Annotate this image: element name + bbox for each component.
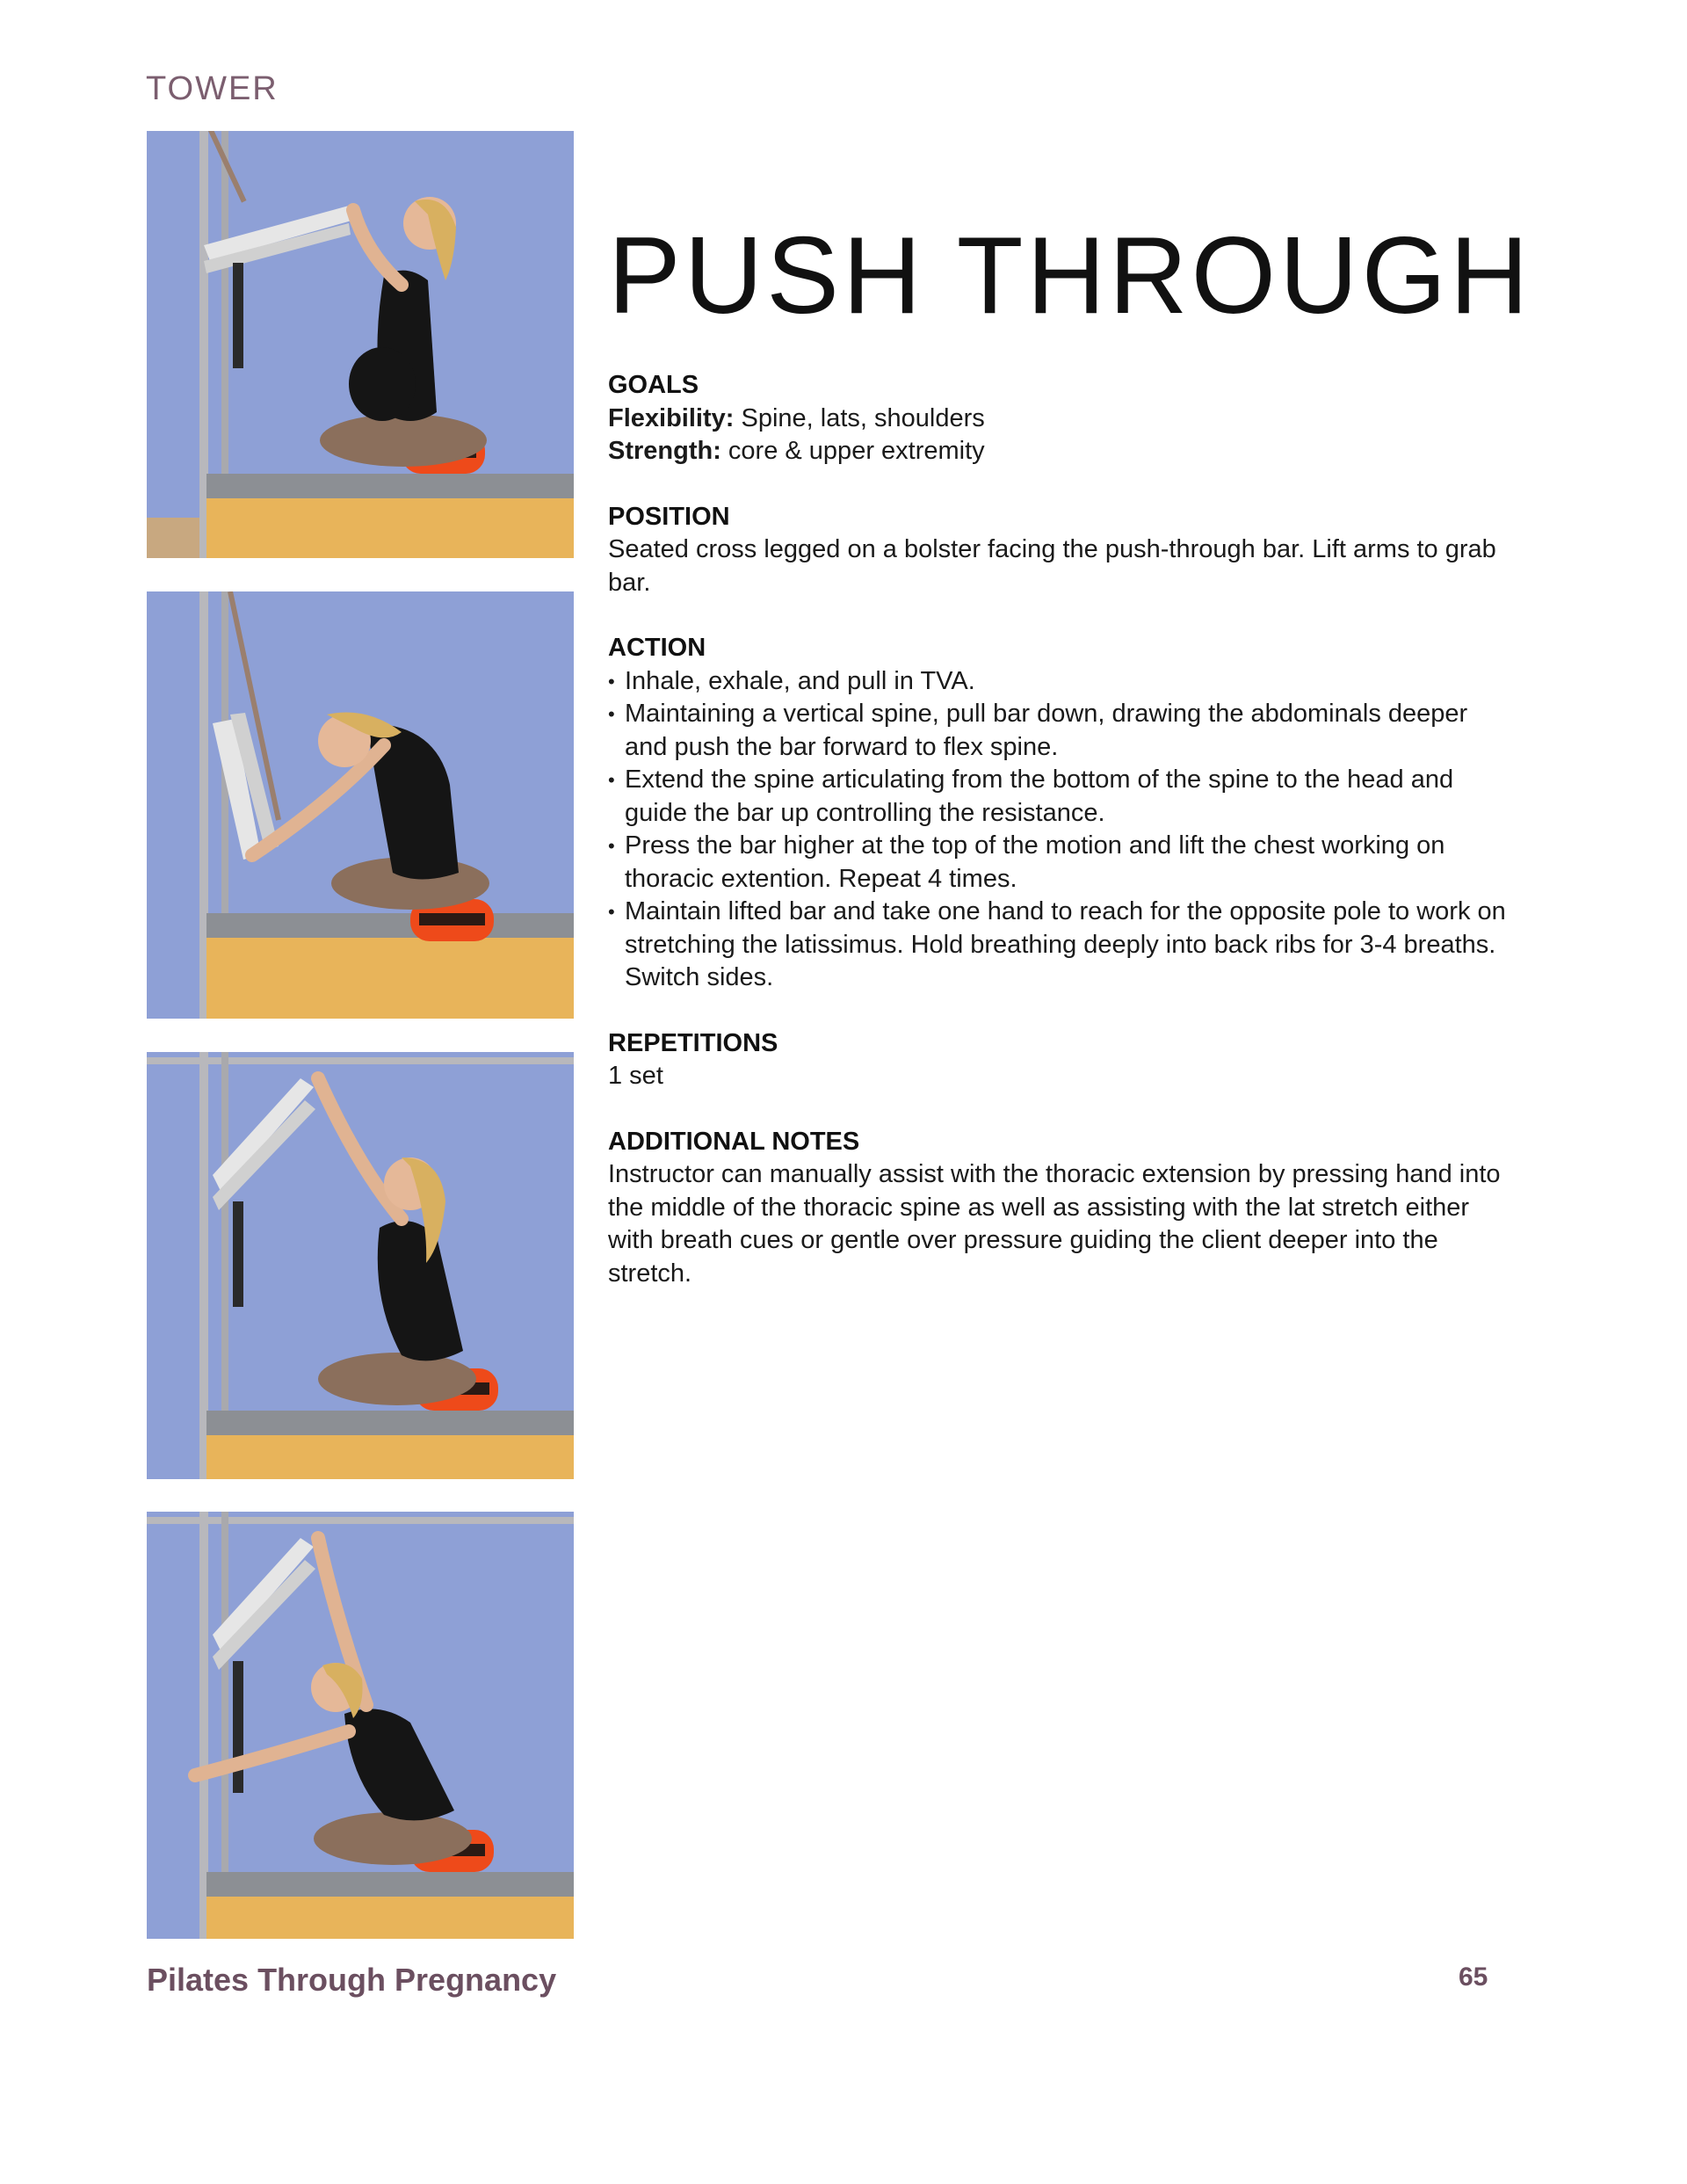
- action-item: • Maintaining a vertical spine, pull bar down, drawing the abdominals deeper and push the bar forward to flex spine.: [608, 700, 1468, 761]
- flexibility-value: Spine, lats, shoulders: [734, 403, 985, 432]
- bullet-icon: •: [608, 670, 615, 693]
- position-heading: POSITION: [608, 502, 730, 531]
- position-section: [608, 501, 1513, 600]
- exercise-title: PUSH THROUGH: [608, 215, 1532, 337]
- exercise-photo-extension: [147, 1052, 574, 1479]
- notes-text: Instructor can manually assist with the thoracic extension by pressing hand into the middle of the thoracic spine as well as assisting with the lat stretch either with breath cues or gentle over pressure guiding the client deeper into the stretch.: [608, 1160, 1501, 1288]
- action-item: • Extend the spine articulating from the bottom of the spine to the head and guide the bar up controlling the resistance.: [608, 765, 1454, 827]
- action-item: • Press the bar higher at the top of the motion and lift the chest working on thoracic extention. Repeat 4 times.: [608, 831, 1445, 893]
- action-list: [608, 665, 1513, 995]
- bullet-icon: •: [608, 835, 615, 857]
- action-item: • Maintain lifted bar and take one hand to reach for the opposite pole to work on stretching the latissimus. Hold breathing deeply into back ribs for 3-4 breaths. Switch sides.: [608, 897, 1506, 991]
- action-heading: ACTION: [608, 634, 706, 662]
- goals-heading: GOALS: [608, 371, 699, 399]
- flexibility-line: [608, 403, 1513, 436]
- bullet-icon: •: [608, 769, 615, 791]
- exercise-photo-lat-stretch: [147, 1512, 574, 1939]
- section-label: TOWER: [146, 70, 279, 107]
- repetitions-section: [608, 1027, 1513, 1093]
- strength-line: [608, 435, 1513, 468]
- footer-book-title: Pilates Through Pregnancy: [147, 1962, 557, 1998]
- notes-heading: ADDITIONAL NOTES: [608, 1127, 860, 1156]
- strength-label: Strength:: [608, 437, 721, 465]
- goals-section: [608, 369, 1513, 468]
- flexibility-label: Flexibility:: [608, 403, 735, 432]
- repetitions-text: 1 set: [608, 1062, 663, 1090]
- bullet-icon: •: [608, 703, 615, 725]
- exercise-photo-flexion: [147, 591, 574, 1019]
- page-number: 65: [1459, 1963, 1488, 1992]
- action-section: [608, 632, 1513, 995]
- exercise-photo-start-position: [147, 131, 574, 558]
- notes-section: [608, 1126, 1513, 1291]
- strength-value: core & upper extremity: [720, 437, 985, 465]
- repetitions-heading: REPETITIONS: [608, 1028, 778, 1057]
- action-item: • Inhale, exhale, and pull in TVA.: [608, 665, 1513, 699]
- position-text: Seated cross legged on a bolster facing the push-through bar. Lift arms to grab bar.: [608, 535, 1496, 597]
- exercise-details: [608, 369, 1513, 1323]
- bullet-icon: •: [608, 901, 615, 923]
